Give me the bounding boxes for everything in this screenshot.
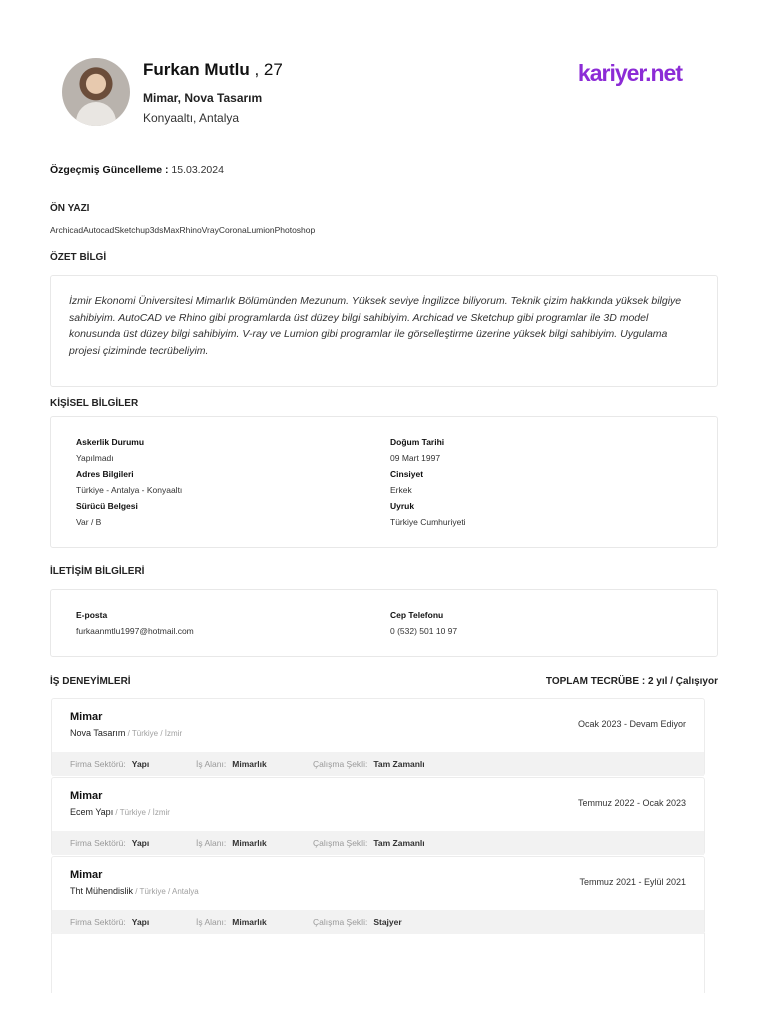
job-details: Firma Sektörü: Yapı İş Alanı: Mimarlık Çalışma Şekli: Tam Zamanlı — [52, 831, 704, 855]
job-company: Ecem Yapı / Türkiye / İzmir — [70, 807, 170, 817]
personal-value: Türkiye Cumhuriyeti — [390, 517, 466, 527]
personal-value: Yapılmadı — [76, 453, 114, 463]
total-experience: TOPLAM TECRÜBE : 2 yıl / Çalışıyor — [545, 676, 718, 687]
cover-heading: ÖN YAZI — [50, 203, 90, 214]
contact-box — [50, 589, 718, 657]
cover-text: ArchicadAutocadSketchup3dsMaxRhinoVrayCoronaLumionPhotoshop — [50, 225, 316, 235]
brand-logo[interactable]: kariyer.net — [577, 60, 682, 86]
personal-box — [50, 416, 718, 548]
profile-header — [62, 58, 722, 128]
update-date: Özgeçmiş Güncelleme : 15.03.2024 — [50, 164, 224, 176]
phone-label: Cep Telefonu — [390, 610, 444, 620]
personal-label: Cinsiyet — [390, 469, 424, 479]
personal-value: Türkiye - Antalya - Konyaaltı — [76, 485, 183, 495]
job-details: Firma Sektörü: Yapı İş Alanı: Mimarlık Çalışma Şekli: Tam Zamanlı — [52, 752, 704, 776]
personal-value: Erkek — [390, 485, 412, 495]
summary-box: İzmir Ekonomi Üniversitesi Mimarlık Bölümünden Mezunum. Yüksek seviye İngilizce biliyorum. Teknik çizim hakkında yüksek bilgiye sahibiyim. AutoCAD ve Rhino gibi programlarda üst düzey bilgi sahibiyim. Archicad ve Sketchup gibi programlar ile 3D model konusunda üst düzey bilgi sahibiyim. V-ray ve Lumion gibi programlar ile görselleştirme üzerine yüksek bilgi sahibiyim. Uygulama projesi çiziminde tecrübeliyim. — [50, 275, 718, 387]
experience-item — [51, 698, 705, 776]
job-position: Mimar — [70, 711, 103, 723]
candidate-location: Konyaaltı, Antalya — [143, 111, 240, 125]
summary-heading: ÖZET BİLGİ — [50, 252, 107, 263]
phone-value[interactable]: 0 (532) 501 10 97 — [390, 626, 458, 636]
personal-value: Var / B — [76, 517, 102, 527]
job-date: Temmuz 2022 - Ocak 2023 — [577, 798, 686, 808]
job-company: Nova Tasarım / Türkiye / İzmir — [70, 728, 183, 738]
page-continuation — [51, 933, 705, 993]
email-value[interactable]: furkaanmtlu1997@hotmail.com — [76, 626, 194, 636]
job-position: Mimar — [70, 869, 103, 881]
experience-item — [51, 777, 705, 855]
contact-heading: İLETİŞİM BİLGİLERİ — [50, 566, 145, 577]
experience-heading: İŞ DENEYİMLERİ — [50, 676, 131, 687]
candidate-title: Mimar, Nova Tasarım — [143, 91, 263, 105]
personal-heading: KİŞİSEL BİLGİLER — [50, 398, 139, 409]
personal-label: Sürücü Belgesi — [76, 501, 138, 511]
personal-label: Uyruk — [390, 501, 415, 511]
job-position: Mimar — [70, 790, 103, 802]
experience-item — [51, 856, 705, 934]
personal-value: 09 Mart 1997 — [390, 453, 441, 463]
personal-label: Doğum Tarihi — [390, 437, 445, 447]
job-date: Ocak 2023 - Devam Ediyor — [577, 719, 686, 729]
job-company: Tht Mühendislik / Türkiye / Antalya — [70, 886, 199, 896]
personal-label: Adres Bilgileri — [76, 469, 134, 479]
personal-label: Askerlik Durumu — [76, 437, 145, 447]
candidate-name: Furkan Mutlu , 27 — [143, 60, 283, 79]
job-date: Temmuz 2021 - Eylül 2021 — [579, 877, 686, 887]
avatar — [62, 58, 130, 126]
email-label: E-posta — [76, 610, 108, 620]
job-details: Firma Sektörü: Yapı İş Alanı: Mimarlık Çalışma Şekli: Stajyer — [52, 910, 704, 934]
